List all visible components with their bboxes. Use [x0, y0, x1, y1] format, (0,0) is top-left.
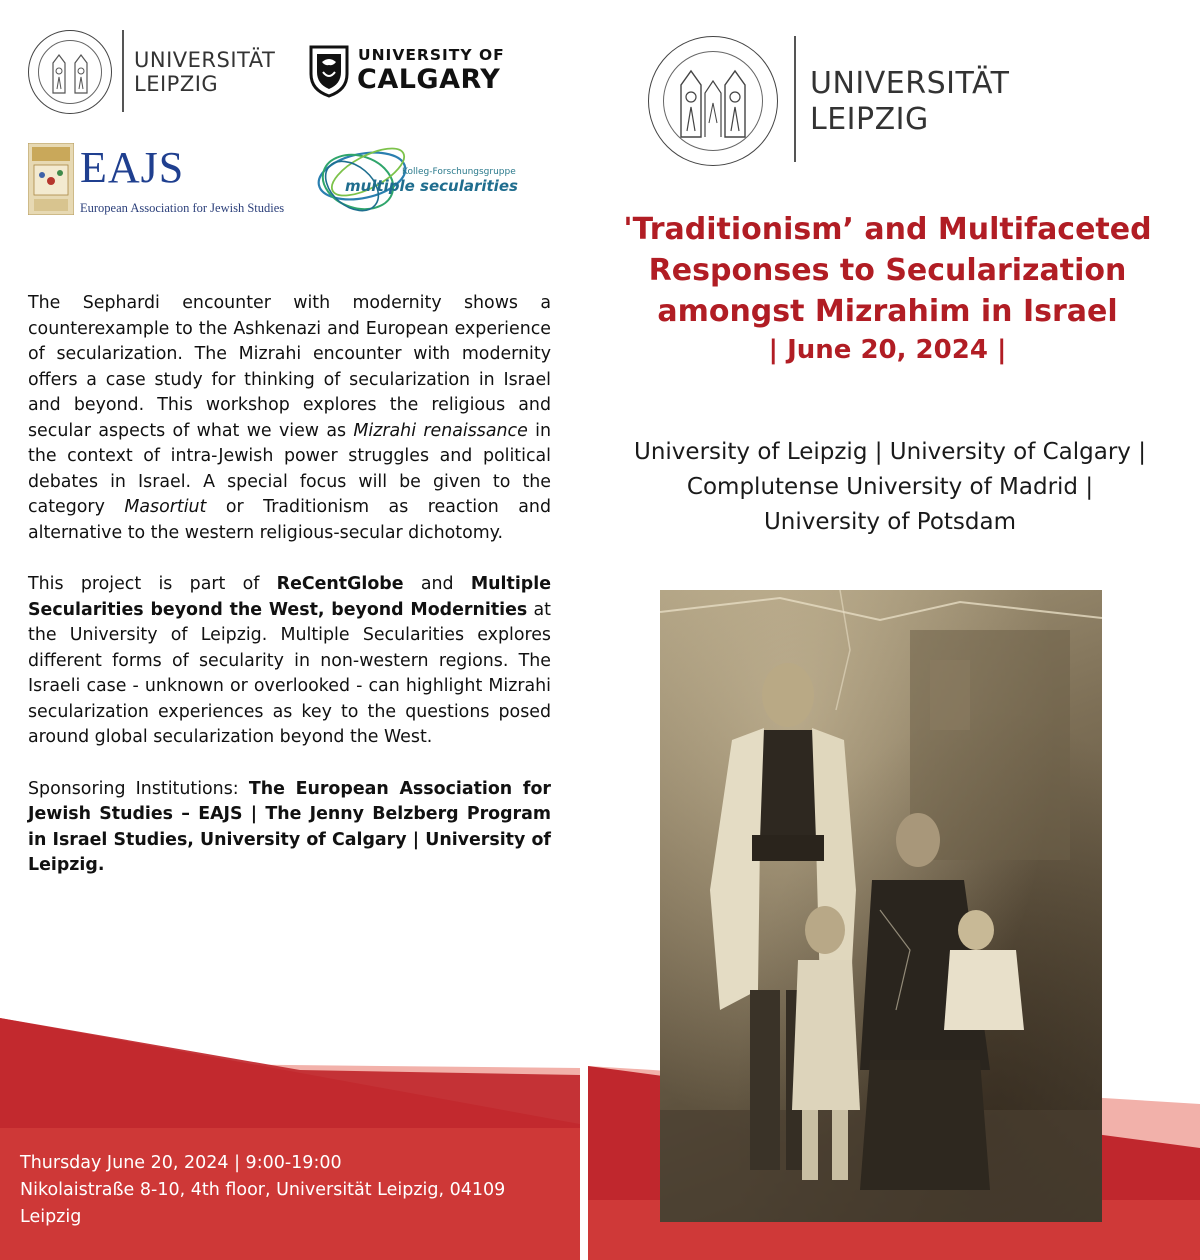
event-title [600, 209, 1175, 368]
eajs-full: European Association for Jewish Studies [80, 201, 285, 215]
intro-paragraph-1 [28, 291, 551, 546]
family-photograph [660, 590, 1102, 1222]
intro-text [28, 291, 551, 905]
intro-p3-bold: The European Association for Jewish Studies – EAJS | The Jenny Belzberg Program in Israel Studies, University of Calgary | University of Leipzig. [28, 778, 551, 875]
title-line-1: 'Traditionism’ and Multifaceted [623, 212, 1152, 247]
eajs-abbr: EAJS [80, 143, 185, 192]
intro-p1-c: or Traditionism as reaction and alternative to the western religious-secular dichotomy. [28, 497, 551, 543]
universities-line-3: University of Potsdam [763, 509, 1017, 535]
ms-name: multiple secularities [345, 177, 518, 195]
event-date-time: Thursday June 20, 2024 | 9:00-19:00 [20, 1153, 342, 1173]
leipzig-large-line1: UNIVERSITÄT [810, 66, 1010, 101]
intro-paragraph-3 [28, 777, 551, 879]
universities-list [590, 435, 1190, 540]
intro-p2-a: This project is part of [28, 574, 277, 594]
title-line-2: Responses to Secularization [648, 253, 1127, 288]
event-address: Nikolaistraße 8-10, 4th floor, Universität Leipzig, 04109 [20, 1180, 506, 1200]
intro-p1-italic-2: Masortiut [124, 497, 207, 517]
intro-p3-a: Sponsoring Institutions: [28, 778, 249, 799]
leipzig-small-line2: LEIPZIG [134, 71, 219, 96]
leipzig-large-line2: LEIPZIG [810, 102, 929, 137]
calgary-line1: UNIVERSITY OF [358, 46, 505, 64]
event-city: Leipzig [20, 1207, 82, 1227]
title-line-3: amongst Mizrahim in Israel [657, 294, 1118, 329]
intro-p1-b: in the context of intra-Jewish power struggles and political debates in Israel. A special focus will be given to the category [28, 420, 551, 517]
universities-line-1: University of Leipzig | University of Calgary | [634, 439, 1146, 465]
event-details [20, 1150, 560, 1231]
calgary-shield-icon [308, 44, 350, 98]
intro-p2-bold-2: Multiple Secularities beyond the West, beyond Modernities [28, 574, 551, 620]
eajs-manuscript-icon [28, 143, 74, 215]
universities-line-2: Complutense University of Madrid | [686, 474, 1094, 500]
intro-p2-bold-1: ReCentGlobe [276, 574, 404, 594]
leipzig-large-seal-icon [648, 36, 778, 166]
leipzig-seal-icon [28, 30, 112, 114]
leipzig-small-line1: UNIVERSITÄT [134, 48, 276, 72]
ms-tagline: Kolleg-Forschungsgruppe [402, 167, 516, 177]
intro-p2-b: and [403, 574, 471, 594]
intro-paragraph-2 [28, 572, 551, 751]
calgary-line2: CALGARY [357, 64, 501, 95]
intro-p2-c: at the University of Leipzig. Multiple Secularities explores different forms of secularity in non-western regions. The Israeli case - unknown or overlooked - can highlight Mizrahi secularization experiences as key to the questions posed around global secularization beyond the West. [28, 599, 551, 747]
intro-p1-italic-1: Mizrahi renaissance [353, 420, 528, 441]
title-date: | June 20, 2024 | [768, 335, 1007, 365]
intro-p1-a: The Sephardi encounter with modernity shows a counterexample to the Ashkenazi and European experience of secularization. The Mizrahi encounter with modernity offers a case study for thinking of secularization in Israel and beyond. This workshop explores the religious and secular aspects of what we view as [28, 293, 551, 441]
